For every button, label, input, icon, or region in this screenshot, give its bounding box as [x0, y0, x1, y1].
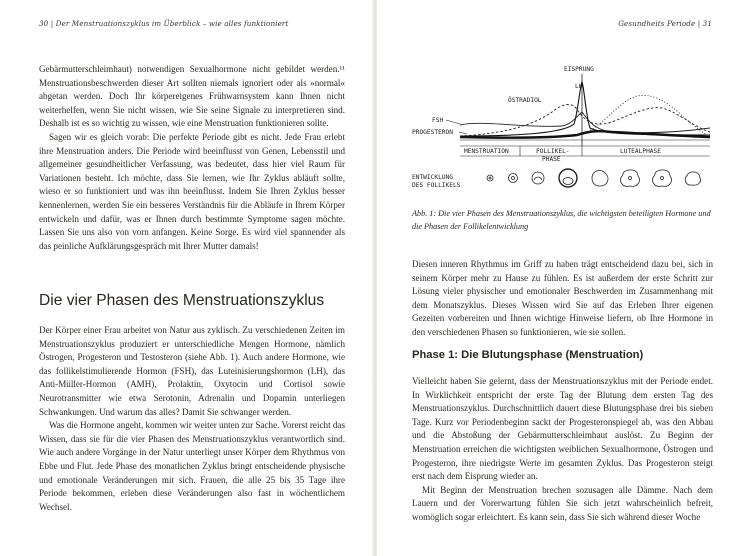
figure-caption: Abb. 1: Die vier Phasen des Menstruationszyklus, die wichtigsten beteiligten Hormone und die Phasen der Follikelentwicklung — [412, 209, 711, 232]
label-lh: LH — [575, 83, 583, 90]
label-menstruation: MENSTRUATION — [464, 148, 509, 155]
left-body-bottom — [39, 324, 345, 514]
follicle-stage-7-icon — [652, 170, 671, 186]
section-heading: Die vier Phasen des Menstruationszyklus — [39, 292, 325, 309]
fsh-pointer — [446, 120, 460, 124]
left-running-head: 30 | Der Menstruationszyklus im Überblick – wie alles funktioniert — [39, 19, 289, 28]
right-body-top — [412, 258, 713, 340]
paragraph: Was die Hormone angeht, kommen wir weiter unten zur Sache. Vorerst reicht das Wissen, dass sie für die vier Phasen des Menstruationszyklus verantwortlich sind. Wie auch andere Vorgänge in der Natur unterliegt unser Körper dem Rhythmus von Ebbe und Flut. Jede Phase des monatlichen Zyklus bringt entscheidende physische und emotionale Veränderungen mit sich. Frauen, die alle 25 bis 35 Tage ihre Periode bekommen, erleben diese Veränderungen also fast in wöchentlichem Wechsel. — [39, 420, 345, 512]
follicle-stage-3-icon — [532, 172, 544, 184]
right-body-bottom — [412, 375, 713, 525]
paragraph: Der Körper einer Frau arbeitet von Natur aus zyklisch. Zu verschiedenen Zeiten im Menstruationszyklus produziert er unterschiedliche Mengen Hormone, nämlich Östrogen, Progesteron und Testosteron (siehe Abb. 1). Auch andere Hormone, wie das follikelstimulierende Hormon (FSH), das Luteinisierungshormon (LH), das Anti-Müller-Hormon (AMH), Prolaktin, Oxytocin und Cortisol sowie Neurotransmitter wie etwa Serotonin, Adrenalin und Dopamin unterliegen Schwankungen. Und warum das alles? Damit Sie schwanger werden. — [39, 325, 345, 417]
left-page — [0, 0, 373, 556]
right-running-head: Gesundheits Periode | 31 — [618, 19, 712, 28]
lh-curve — [460, 82, 710, 136]
paragraph: Vielleicht haben Sie gelernt, dass der Menstruationszyklus mit der Periode endet. In Wirklichkeit entspricht der erste Tag der Blutung dem ersten Tag des Menstruationszyklus. Durchschnittlich dauert diese Blutungsphase drei bis sieben Tage. Kurz vor Periodenbeginn sackt der Progesteronspiegel ab, was den Abbau und die Abstoßung der Gebärmutterschleimhaut auslöst. Zu Beginn der Menstruation erreichen die wichtigsten weiblichen Sexualhormone, Östrogen und Progesteron, ihre niedrigste Werte im gesamten Zyklus. Das Progesteron steigt erst nach dem Eisprung wieder an. — [412, 376, 713, 482]
label-eisprung: EISPRUNG — [564, 66, 594, 73]
follicle-icons — [487, 169, 701, 187]
paragraph: Diesen inneren Rhythmus im Griff zu haben trägt entscheidend dazu bei, sich in seinem Körper mehr zu Hause zu fühlen. Es ist außerdem der erste Schritt zur Lösung vieler physischer und emotionaler Beschwerden im Zusammenhang mit dem Monatszyklus. Dieses Wissen wird Sie auf das Erleben Ihrer eigenen Gezeiten vorbereiten und Ihnen wichtige Hinweise liefern, ob Ihre Hormone in den verschiedenen Phasen so funktionieren, wie sie sollen. — [412, 259, 713, 337]
label-entwicklung: ENTWICKLUNG — [412, 174, 453, 181]
paragraph: Sagen wir es gleich vorab: Die perfekte Periode gibt es nicht. Jede Frau erlebt ihre Menstruation anders. Die Periode wird beeinflusst von Genen, Lebensstil und allgemeiner gesundheitlicher Verfassung, was bedeutet, dass hier viel Raum für Variationen besteht. Ich möchte, dass Sie lernen, wie Ihr Zyklus abläuft sollte, wieso er so funktioniert und was ihn beeinflusst. Indem Sie Ihren Zyklus besser kennenlernen, werden Sie ein besseres Verständnis für die Abläufe in Ihrem Körper entwickeln und dafür, was er Ihnen durch bestimmte Symptome sagen möchte. Lassen Sie uns also von vorn anfangen. Keine Sorge. Es wird viel spannender als das peinliche Aufklärungsgespräch mit Ihrer Mutter damals! — [39, 131, 345, 251]
fsh-curve — [460, 112, 710, 133]
label-des-follikels: DES FOLLIKELS — [412, 182, 461, 189]
hormone-cycle-diagram — [412, 62, 712, 198]
label-oestradiol: ÖSTRADIOL — [508, 97, 542, 104]
label-phase: PHASE — [542, 156, 561, 163]
label-lutealphase: LUTEALPHASE — [620, 148, 661, 155]
follicle-stage-8-icon — [685, 172, 700, 185]
label-progesteron: PROGESTERON — [412, 129, 453, 136]
subsection-heading: Phase 1: Die Blutungsphase (Menstruation) — [412, 349, 644, 361]
progesteron-pointer — [459, 132, 467, 134]
follicle-stage-1-icon — [487, 175, 493, 181]
oestradiol-curve — [460, 105, 710, 136]
follicle-stage-5-icon — [592, 171, 608, 186]
follicle-stage-2-icon — [509, 174, 518, 183]
label-fsh: FSH — [432, 117, 444, 124]
follicle-stage-6-icon — [620, 170, 639, 186]
paragraph: Gebärmutterschleimhaut) notwendigen Sexualhormone nicht gebildet werden.¹¹ Menstruationsbeschwerden dieser Art sollten niemals ignoriert oder als »normal« abgetan werden. Doch Ihr körpereigenes Frühwarnsystem kann Ihnen nicht weiterhelfen, wenn Sie nicht wissen, wie Sie seine Signale zu interpretieren sind. Deshalb ist es so wichtig zu wissen, wie eine Menstruation funktionieren sollte. — [39, 64, 345, 129]
label-follikel: FOLLIKEL- — [536, 148, 570, 155]
hormone-cycle-figure — [412, 62, 712, 198]
paragraph: Mit Beginn der Menstruation brechen sozusagen alle Dämme. Nach dem Lauern und der Vorerwartung fühlen Sie sich jetzt wahrscheinlich befreit, womöglich sogar erleichtert. Es kann sein, dass Sie sich während dieser Woche — [412, 484, 713, 522]
left-body-top — [39, 63, 345, 253]
